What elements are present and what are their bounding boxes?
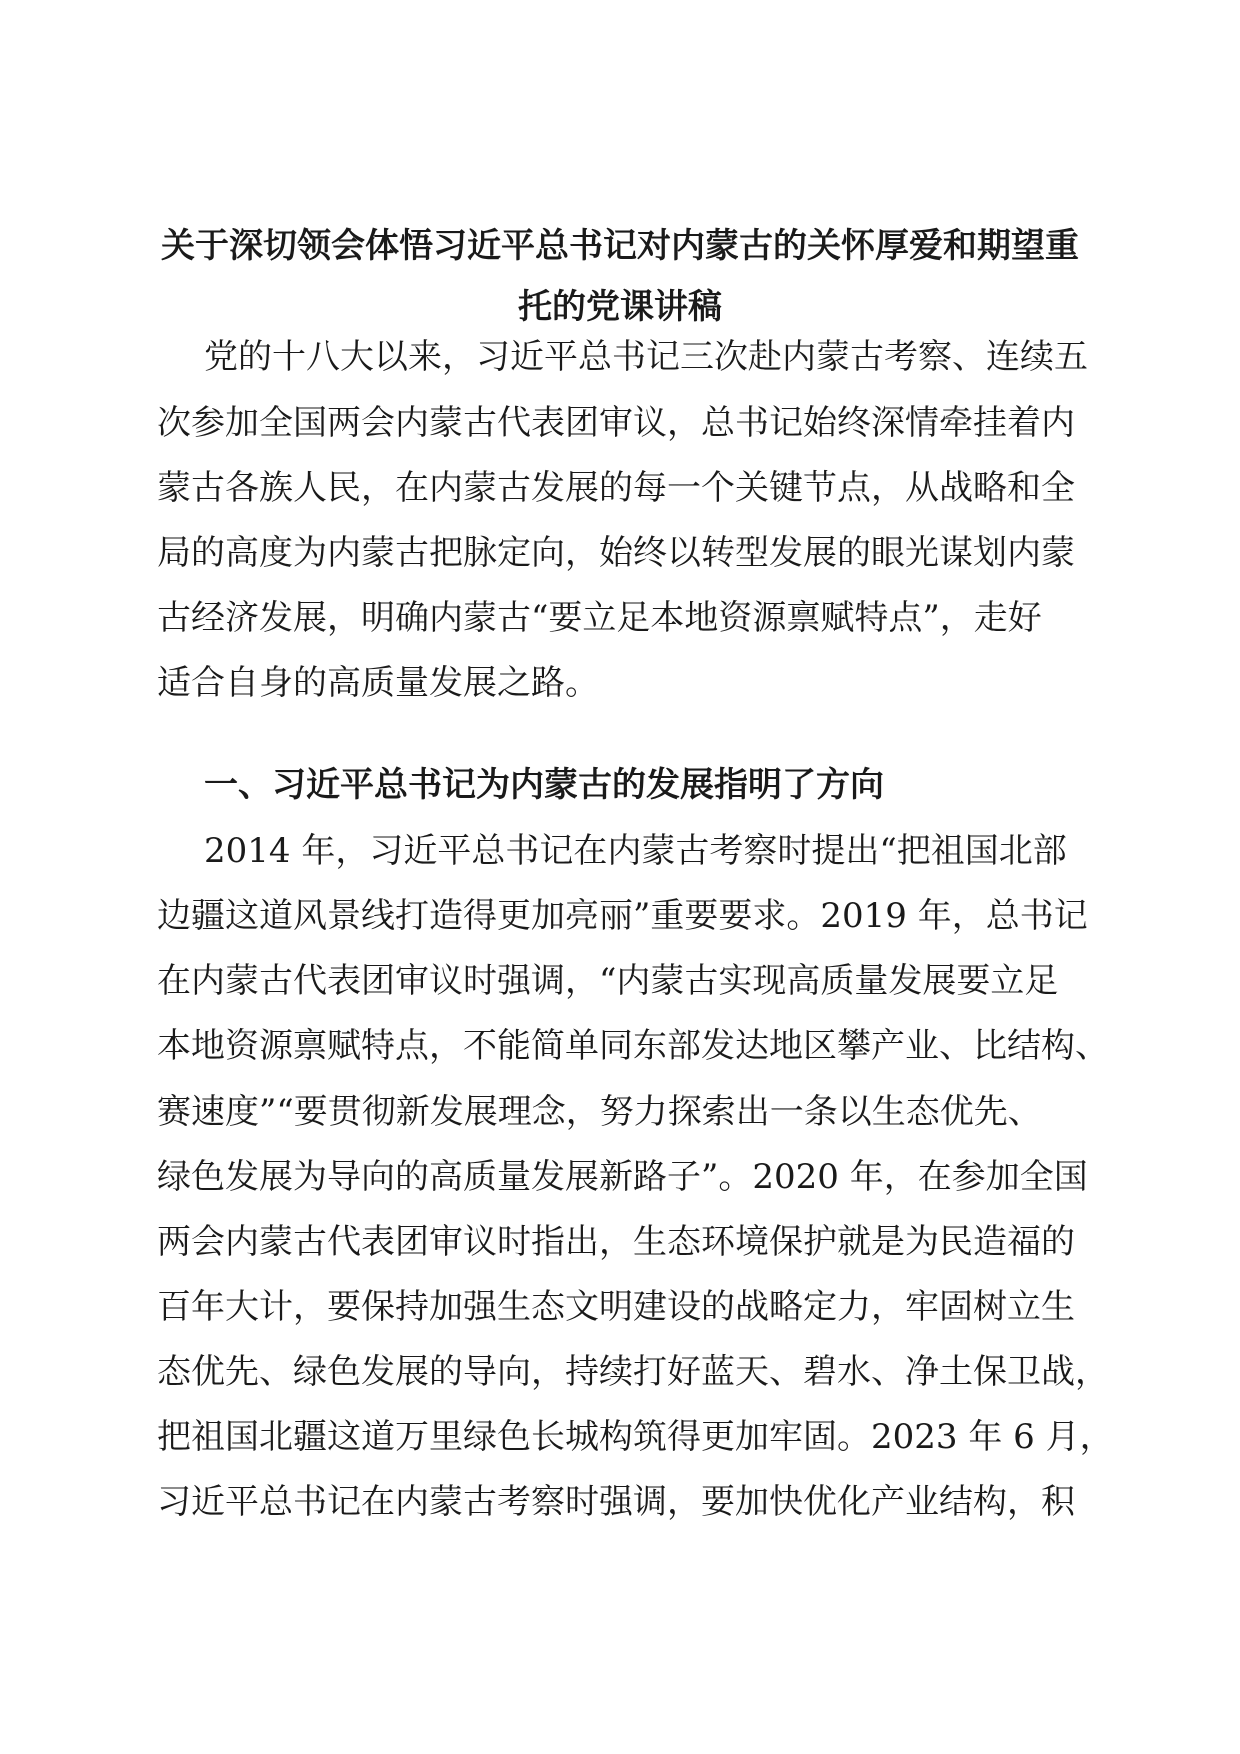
section1-paragraph-line: 把祖国北疆这道万里绿色长城构筑得更加牢固。2023 年 6 月， bbox=[157, 1417, 1114, 1457]
intro-paragraph-line: 适合自身的高质量发展之路。 bbox=[157, 663, 599, 703]
section1-paragraph-line: 态优先、绿色发展的导向，持续打好蓝天、碧水、净土保卫战， bbox=[157, 1352, 1109, 1392]
section1-paragraph-line: 边疆这道风景线打造得更加亮丽”重要要求。2019 年，总书记 bbox=[157, 896, 1088, 936]
section1-paragraph-line: 本地资源禀赋特点，不能简单同东部发达地区攀产业、比结构、 bbox=[157, 1026, 1109, 1066]
section1-paragraph-line: 在内蒙古代表团审议时强调，“内蒙古实现高质量发展要立足 bbox=[157, 961, 1059, 1001]
intro-paragraph-line: 古经济发展，明确内蒙古“要立足本地资源禀赋特点”，走好 bbox=[157, 598, 1042, 638]
intro-paragraph-line: 局的高度为内蒙古把脉定向，始终以转型发展的眼光谋划内蒙 bbox=[157, 533, 1075, 573]
intro-paragraph-line: 党的十八大以来，习近平总书记三次赴内蒙古考察、连续五 bbox=[204, 337, 1088, 377]
section1-paragraph-line: 赛速度”“要贯彻新发展理念，努力探索出一条以生态优先、 bbox=[157, 1092, 1042, 1132]
section1-paragraph-line: 百年大计，要保持加强生态文明建设的战略定力，牢固树立生 bbox=[157, 1287, 1075, 1327]
intro-paragraph-line: 次参加全国两会内蒙古代表团审议，总书记始终深情牵挂着内 bbox=[157, 403, 1075, 443]
section-heading-1: 一、习近平总书记为内蒙古的发展指明了方向 bbox=[204, 765, 884, 805]
section1-paragraph-line: 2014 年，习近平总书记在内蒙古考察时提出“把祖国北部 bbox=[204, 831, 1067, 871]
document-title-line-1: 关于深切领会体悟习近平总书记对内蒙古的关怀厚爱和期望重 bbox=[161, 226, 1079, 266]
intro-paragraph-line: 蒙古各族人民，在内蒙古发展的每一个关键节点，从战略和全 bbox=[157, 468, 1075, 508]
section1-paragraph-line: 绿色发展为导向的高质量发展新路子”。2020 年，在参加全国 bbox=[157, 1157, 1088, 1197]
document-title-line-2: 托的党课讲稿 bbox=[518, 287, 722, 327]
section1-paragraph-line: 两会内蒙古代表团审议时指出，生态环境保护就是为民造福的 bbox=[157, 1222, 1075, 1262]
section1-paragraph-line: 习近平总书记在内蒙古考察时强调，要加快优化产业结构，积 bbox=[157, 1482, 1075, 1522]
